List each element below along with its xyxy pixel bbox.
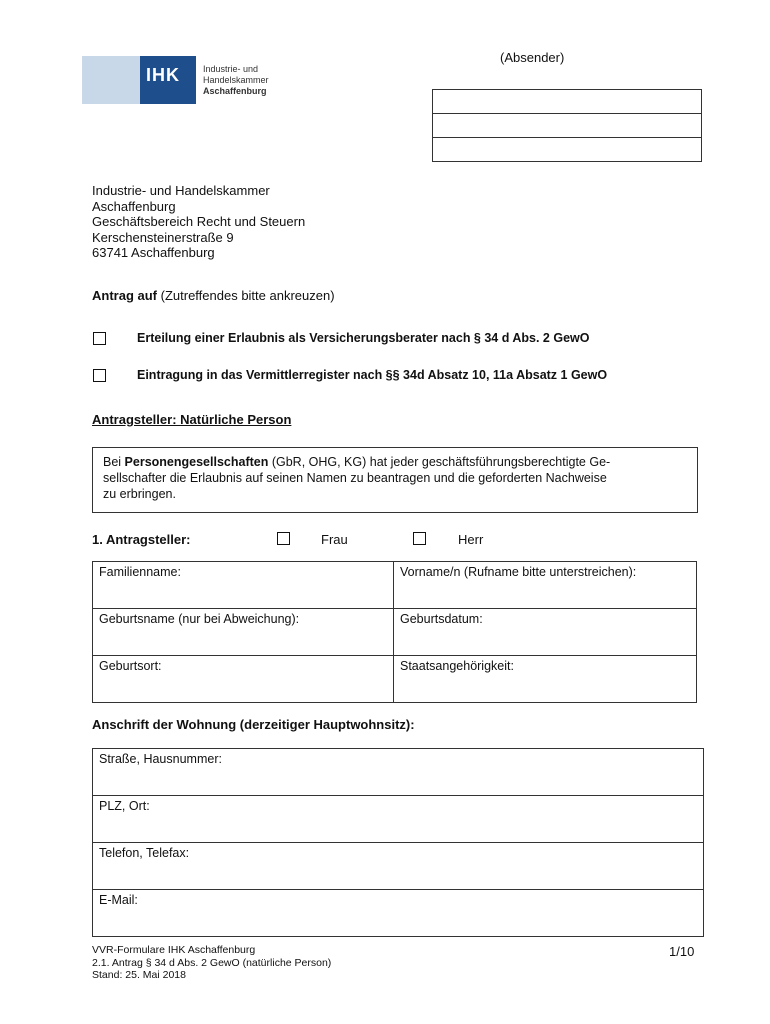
table-row [93,562,697,609]
field-vorname[interactable]: Vorname/n (Rufname bitte unterstreichen): [394,562,697,609]
info-line3: zu erbringen. [103,487,176,501]
field-geburtsort[interactable]: Geburtsort: [93,656,394,703]
info-line2: sellschafter die Erlaubnis auf seinen Namen zu beantragen und die geforderten Nachweise [103,471,607,485]
logo-abbr: IHK [146,65,180,85]
footer-line: Stand: 25. Mai 2018 [92,969,186,981]
field-plz-ort[interactable]: PLZ, Ort: [93,796,704,843]
footer-line: 2.1. Antrag § 34 d Abs. 2 GewO (natürliche Person) [92,956,332,969]
info-bold: Personengesellschaften [124,455,269,469]
field-strasse[interactable]: Straße, Hausnummer: [93,749,704,796]
gender-checkbox-herr[interactable] [413,532,426,545]
table-row [93,749,704,796]
logo-name-line1: Industrie- und Handelskammer [203,64,269,85]
logo-light-block [82,56,140,104]
option-label-register: Eintragung in das Vermittlerregister nach §§ 34d Absatz 10, 11a Absatz 1 GewO [137,368,608,382]
field-familienname[interactable]: Familienname: [93,562,394,609]
field-email[interactable]: E-Mail: [93,890,704,937]
table-row [93,843,704,890]
gender-label-frau: Frau [321,532,348,547]
table-row [93,609,697,656]
field-telefon[interactable]: Telefon, Telefax: [93,843,704,890]
request-heading [92,288,335,303]
residence-label: Anschrift der Wohnung (derzeitiger Hauptwohnsitz): [92,717,415,732]
address-line: Aschaffenburg [92,198,176,214]
page-number: 1/10 [669,944,695,959]
address-line: Industrie- und Handelskammer [92,183,270,198]
option-checkbox-register[interactable] [93,369,106,382]
field-geburtsname[interactable]: Geburtsname (nur bei Abweichung): [93,609,394,656]
applicant-table [92,561,697,703]
field-geburtsdatum[interactable]: Geburtsdatum: [394,609,697,656]
ihk-logo [82,56,322,106]
section-title: Antragsteller: Natürliche Person [92,412,292,427]
option-checkbox-erlaubnis[interactable] [93,332,106,345]
sender-box[interactable] [432,89,702,162]
field-staatsangehoerigkeit[interactable]: Staatsangehörigkeit: [394,656,697,703]
info-rest: (GbR, OHG, KG) hat jeder geschäftsführungsberechtigte Ge- [268,455,611,469]
info-box [92,447,698,513]
request-heading-bold: Antrag auf [92,288,157,303]
option-label-erlaubnis: Erteilung einer Erlaubnis als Versicherungsberater nach § 34 d Abs. 2 GewO [137,331,590,345]
gender-label-herr: Herr [458,532,484,547]
logo-name-line2: Aschaffenburg [203,86,267,96]
info-text [103,454,693,502]
table-row [93,890,704,937]
sender-line[interactable] [433,137,701,138]
address-line: Geschäftsbereich Recht und Steuern [92,214,306,229]
footer-line: VVR-Formulare IHK Aschaffenburg [92,944,256,956]
table-row [93,796,704,843]
address-line: 63741 Aschaffenburg [92,245,215,260]
table-row [93,656,697,703]
request-hint: (Zutreffendes bitte ankreuzen) [160,288,335,303]
footer [92,944,331,982]
sender-line[interactable] [433,113,701,114]
recipient-address [92,183,305,261]
applicant-label: 1. Antragsteller: [92,532,191,547]
logo-name [203,64,322,97]
gender-checkbox-frau[interactable] [277,532,290,545]
sender-label: (Absender) [500,50,565,65]
info-prefix: Bei [103,455,125,469]
address-line: Kerschensteinerstraße 9 [92,229,234,245]
residence-table [92,748,704,937]
